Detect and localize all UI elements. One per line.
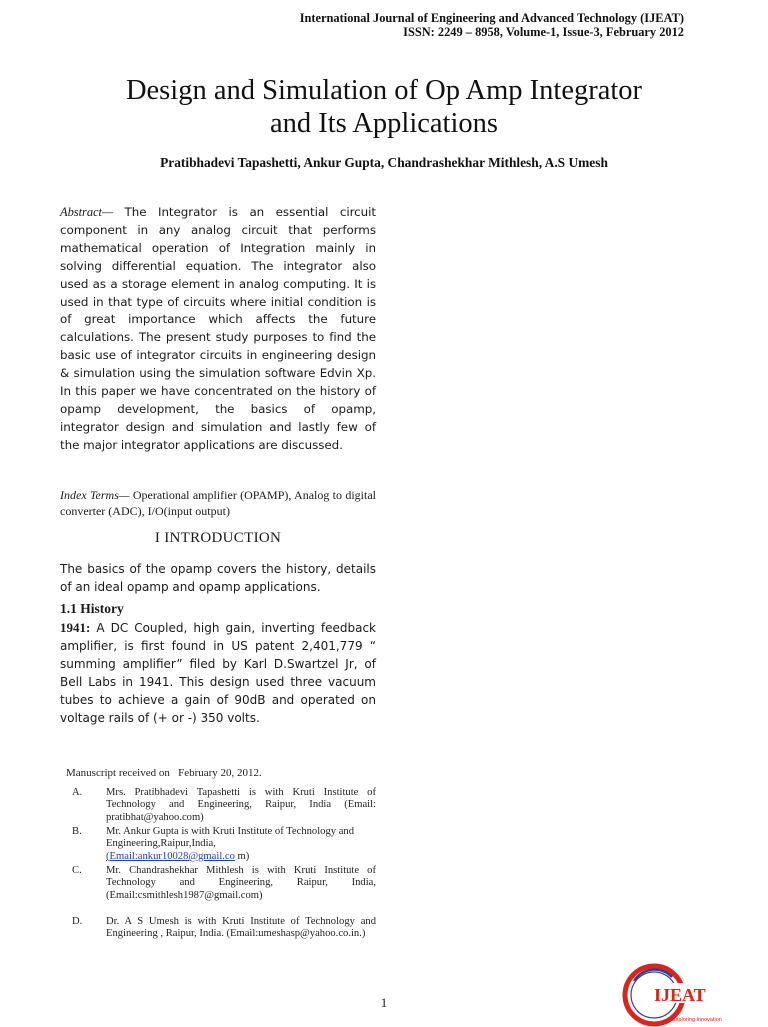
index-terms-label: Index Terms— [60, 488, 130, 502]
paper-title [0, 74, 768, 140]
intro-paragraph: The basics of the opamp covers the history, details of an ideal opamp and opamp applications. [60, 562, 376, 594]
history-year: 1941: [60, 620, 91, 635]
abstract [60, 204, 376, 455]
paper-authors: Pratibhadevi Tapashetti, Ankur Gupta, Chandrashekhar Mithlesh, A.S Umesh [160, 155, 608, 170]
index-terms [60, 487, 376, 519]
footnote-text: Mr. Ankur Gupta is with Kruti Institute of Technology and Engineering,Raipur,India, [106, 826, 354, 850]
footnote-a [72, 787, 376, 824]
footnote-marker: C. [72, 865, 82, 876]
footnote-marker: B. [72, 826, 82, 837]
index-terms-text: Operational amplifier (OPAMP), Analog to digital converter (ADC), I/O(input output) [60, 488, 376, 518]
page-number: 1 [380, 995, 388, 1010]
footnote-text: Mrs. Pratibhadevi Tapashetti is with Kruti Institute of Technology and Engineering, Raipur, India (Email: pratibhat@yahoo.com) [106, 787, 376, 823]
ijeat-logo-mark [620, 955, 722, 1023]
footnote-text-tail: m) [234, 850, 250, 862]
ijeat-logo [620, 955, 722, 1023]
journal-name: International Journal of Engineering and Advanced Technology (IJEAT) [299, 11, 684, 25]
footnote-b [72, 826, 376, 863]
journal-issn: ISSN: 2249 – 8958, Volume-1, Issue-3, February 2012 [403, 25, 684, 39]
abstract-label: Abstract— [60, 205, 114, 219]
history-paragraph [60, 619, 376, 728]
section-heading: I INTRODUCTION [154, 530, 282, 546]
footnote-c [72, 865, 376, 902]
history-text: A DC Coupled, high gain, inverting feedback amplifier, is first found in US patent 2,401,779 “ summing amplifier” filed by Karl D.Swartzel Jr, of Bell Labs in 1941. This design used three vacuum tubes to achieve a gain of 90dB and operated on voltage rails of (+ or -) 350 volts. [60, 621, 376, 726]
footnote-text: Mr. Chandrashekhar Mithlesh is with Kruti Institute of Technology and Engineering, Raipur, India,(Email:csmithlesh1987@gmail.com) [106, 865, 376, 901]
paper-title-line-2: and Its Applications [270, 108, 498, 139]
subsection-heading: 1.1 History [60, 601, 124, 616]
logo-text: IJEAT [654, 985, 706, 1005]
footnote-marker: A. [72, 787, 83, 798]
logo-ring-text: Exploring Innovation [672, 1017, 722, 1023]
email-link[interactable]: (Email:ankur10028@gmail.co [106, 850, 235, 862]
paper-title-line-1: Design and Simulation of Op Amp Integrator [125, 75, 643, 106]
abstract-text: The Integrator is an essential circuit component in any analog circuit that performs mathematical operation of Integration mainly in solving differential equation. The integrator also used as a storage element in analog computing. It is used in that type of circuits where initial condition is of great importance which affects the future calculations. The present study purposes to find the basic use of integrator circuits in engineering design & simulation using the simulation software Edvin Xp. In this paper we have concentrated on the history of opamp development, the basics of opamp, integrator design and simulation and lastly few of the major integrator applications are discussed. [60, 205, 376, 452]
footnote-text: Dr. A S Umesh is with Kruti Institute of Technology and Engineering , Raipur, India. (Email:umeshasp@yahoo.co.in.) [106, 916, 376, 940]
footnote-d [72, 916, 376, 941]
manuscript-note: Manuscript received on February 20, 2012. [66, 767, 262, 779]
footnote-marker: D. [72, 916, 83, 927]
